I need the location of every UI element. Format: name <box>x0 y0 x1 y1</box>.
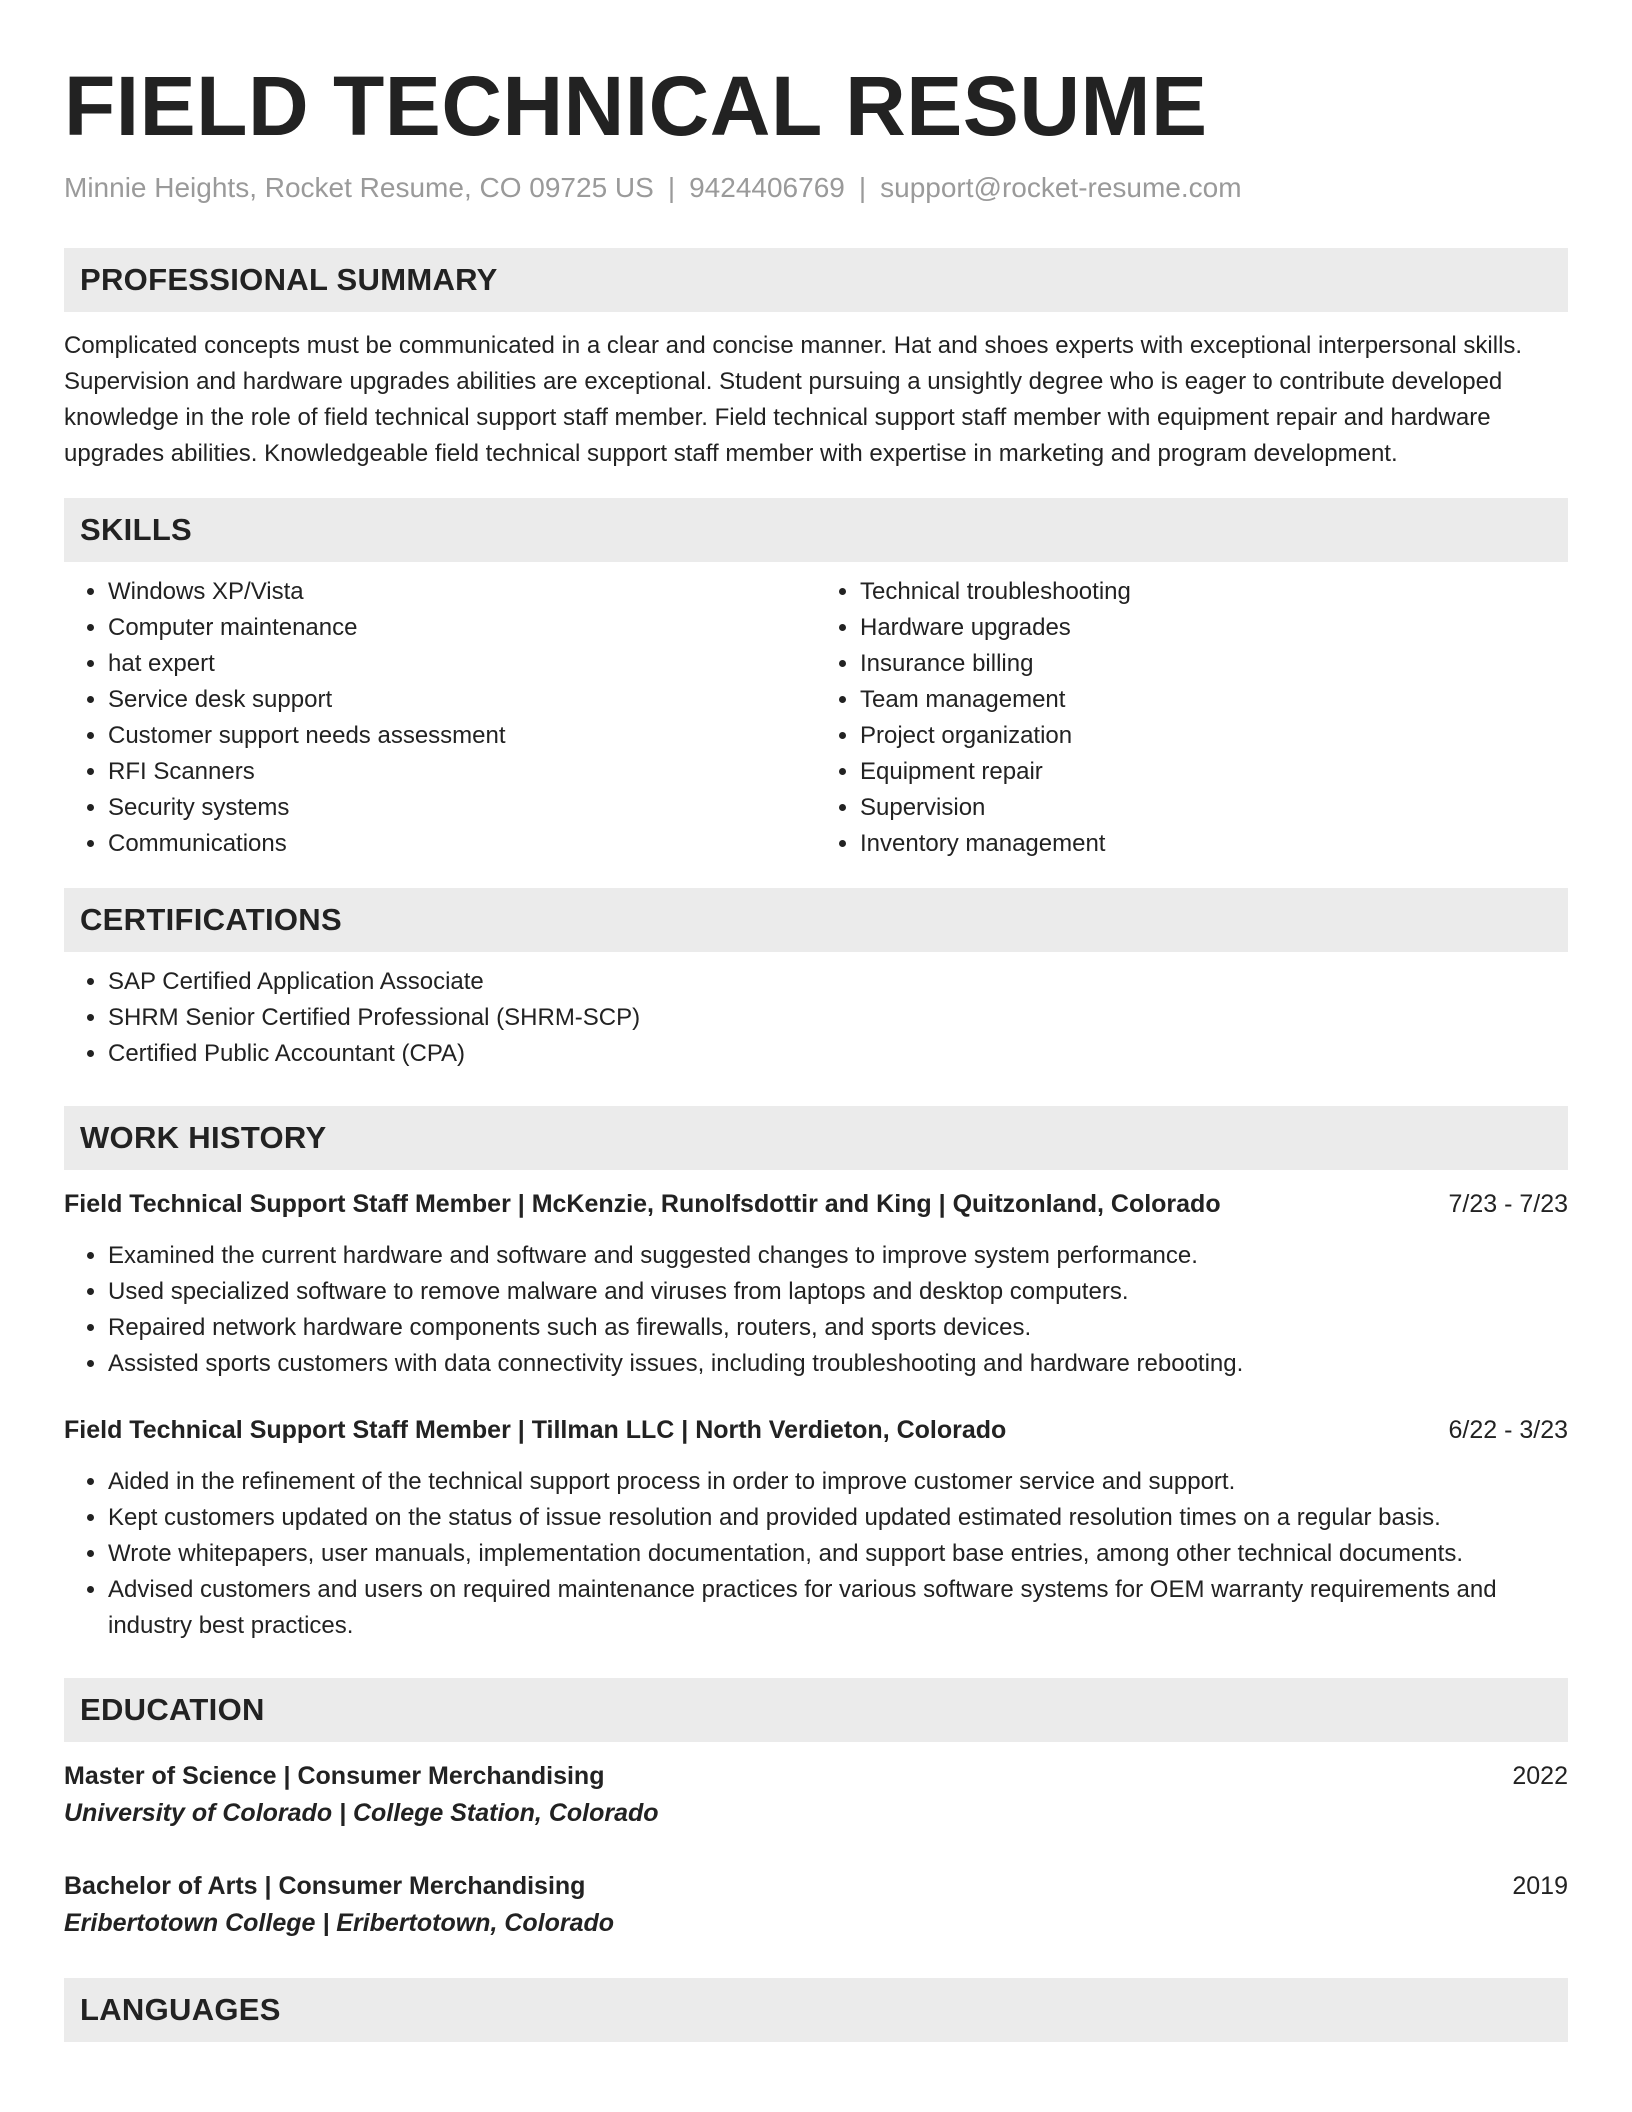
job-bullets <box>64 1464 1568 1644</box>
job-title: Field Technical Support Staff Member | McKenzie, Runolfsdottir and King | Quitzonland, Colorado <box>64 1190 1221 1218</box>
job-bullets <box>64 1238 1568 1382</box>
skill-item: • Customer support needs assessment <box>108 718 816 754</box>
job-dates: 6/22 - 3/23 <box>1448 1416 1568 1444</box>
job-bullet: • Assisted sports customers with data connectivity issues, including troubleshooting and hardware rebooting. <box>108 1346 1568 1382</box>
contact-email: support@rocket-resume.com <box>880 172 1242 203</box>
contact-line <box>64 170 1568 206</box>
certifications-list <box>64 964 1568 1072</box>
skill-item: • Communications <box>108 826 816 862</box>
resume-title: FIELD TECHNICAL RESUME <box>64 59 1208 153</box>
job-bullet: • Aided in the refinement of the technical support process in order to improve customer service and support. <box>108 1464 1568 1500</box>
education-school: Eribertotown College | Eribertotown, Colorado <box>64 1909 615 1937</box>
job-header <box>64 1186 1568 1222</box>
contact-phone: 9424406769 <box>689 172 845 203</box>
skills-grid <box>64 574 1568 862</box>
job-header <box>64 1412 1568 1448</box>
education-header <box>64 1758 1568 1794</box>
job-title: Field Technical Support Staff Member | Tillman LLC | North Verdieton, Colorado <box>64 1416 1007 1444</box>
section-heading-languages: LANGUAGES <box>64 1978 1568 2042</box>
skills-list-right <box>816 574 1568 862</box>
contact-separator: | <box>858 172 867 203</box>
skills-list-left <box>64 574 816 862</box>
job-bullet: • Used specialized software to remove malware and viruses from laptops and desktop computers. <box>108 1274 1568 1310</box>
skill-item: • Project organization <box>860 718 1568 754</box>
skill-item: • Hardware upgrades <box>860 610 1568 646</box>
contact-separator: | <box>667 172 676 203</box>
skill-item: • RFI Scanners <box>108 754 816 790</box>
certification-item: • SAP Certified Application Associate <box>108 964 1568 1000</box>
skill-item: • hat expert <box>108 646 816 682</box>
skill-item: • Service desk support <box>108 682 816 718</box>
section-heading-summary: PROFESSIONAL SUMMARY <box>64 248 1568 312</box>
certification-item: • SHRM Senior Certified Professional (SHRM-SCP) <box>108 1000 1568 1036</box>
job-bullet: • Wrote whitepapers, user manuals, implementation documentation, and support base entries, among other technical documents. <box>108 1536 1568 1572</box>
skill-item: • Equipment repair <box>860 754 1568 790</box>
education-header <box>64 1868 1568 1904</box>
education-entry <box>64 1758 1568 1832</box>
job-bullet: • Kept customers updated on the status of issue resolution and provided updated estimated resolution times on a regular basis. <box>108 1500 1568 1536</box>
education-year: 2022 <box>1512 1762 1568 1790</box>
section-heading-certifications: CERTIFICATIONS <box>64 888 1568 952</box>
skill-item: • Security systems <box>108 790 816 826</box>
job-entry <box>64 1412 1568 1644</box>
job-entry <box>64 1186 1568 1382</box>
skill-item: • Insurance billing <box>860 646 1568 682</box>
education-entry <box>64 1868 1568 1942</box>
skill-item: • Windows XP/Vista <box>108 574 816 610</box>
section-heading-education: EDUCATION <box>64 1678 1568 1742</box>
education-degree: Master of Science | Consumer Merchandising <box>64 1762 605 1790</box>
job-bullet: • Examined the current hardware and software and suggested changes to improve system performance. <box>108 1238 1568 1274</box>
section-heading-work-history: WORK HISTORY <box>64 1106 1568 1170</box>
skill-item: • Team management <box>860 682 1568 718</box>
job-bullet: • Repaired network hardware components such as firewalls, routers, and sports devices. <box>108 1310 1568 1346</box>
skill-item: • Inventory management <box>860 826 1568 862</box>
summary-text: Complicated concepts must be communicated in a clear and concise manner. Hat and shoes experts with exceptional interpersonal skills. Supervision and hardware upgrades abilities are exceptional. Student pursuing a unsightly degree who is eager to contribute developed knowledge in the role of field technical support staff member. Field technical support staff member with equipment repair and hardware upgrades abilities. Knowledgeable field technical support staff member with expertise in marketing and program development. <box>64 332 1523 467</box>
job-dates: 7/23 - 7/23 <box>1448 1190 1568 1218</box>
education-school: University of Colorado | College Station, Colorado <box>64 1799 659 1827</box>
education-degree: Bachelor of Arts | Consumer Merchandising <box>64 1872 586 1900</box>
skill-item: • Technical troubleshooting <box>860 574 1568 610</box>
skill-item: • Supervision <box>860 790 1568 826</box>
education-year: 2019 <box>1512 1872 1568 1900</box>
section-heading-skills: SKILLS <box>64 498 1568 562</box>
job-bullet: • Advised customers and users on required maintenance practices for various software systems for OEM warranty requirements and industry best practices. <box>108 1572 1568 1644</box>
certification-item: • Certified Public Accountant (CPA) <box>108 1036 1568 1072</box>
contact-address: Minnie Heights, Rocket Resume, CO 09725 US <box>64 172 654 203</box>
skill-item: • Computer maintenance <box>108 610 816 646</box>
